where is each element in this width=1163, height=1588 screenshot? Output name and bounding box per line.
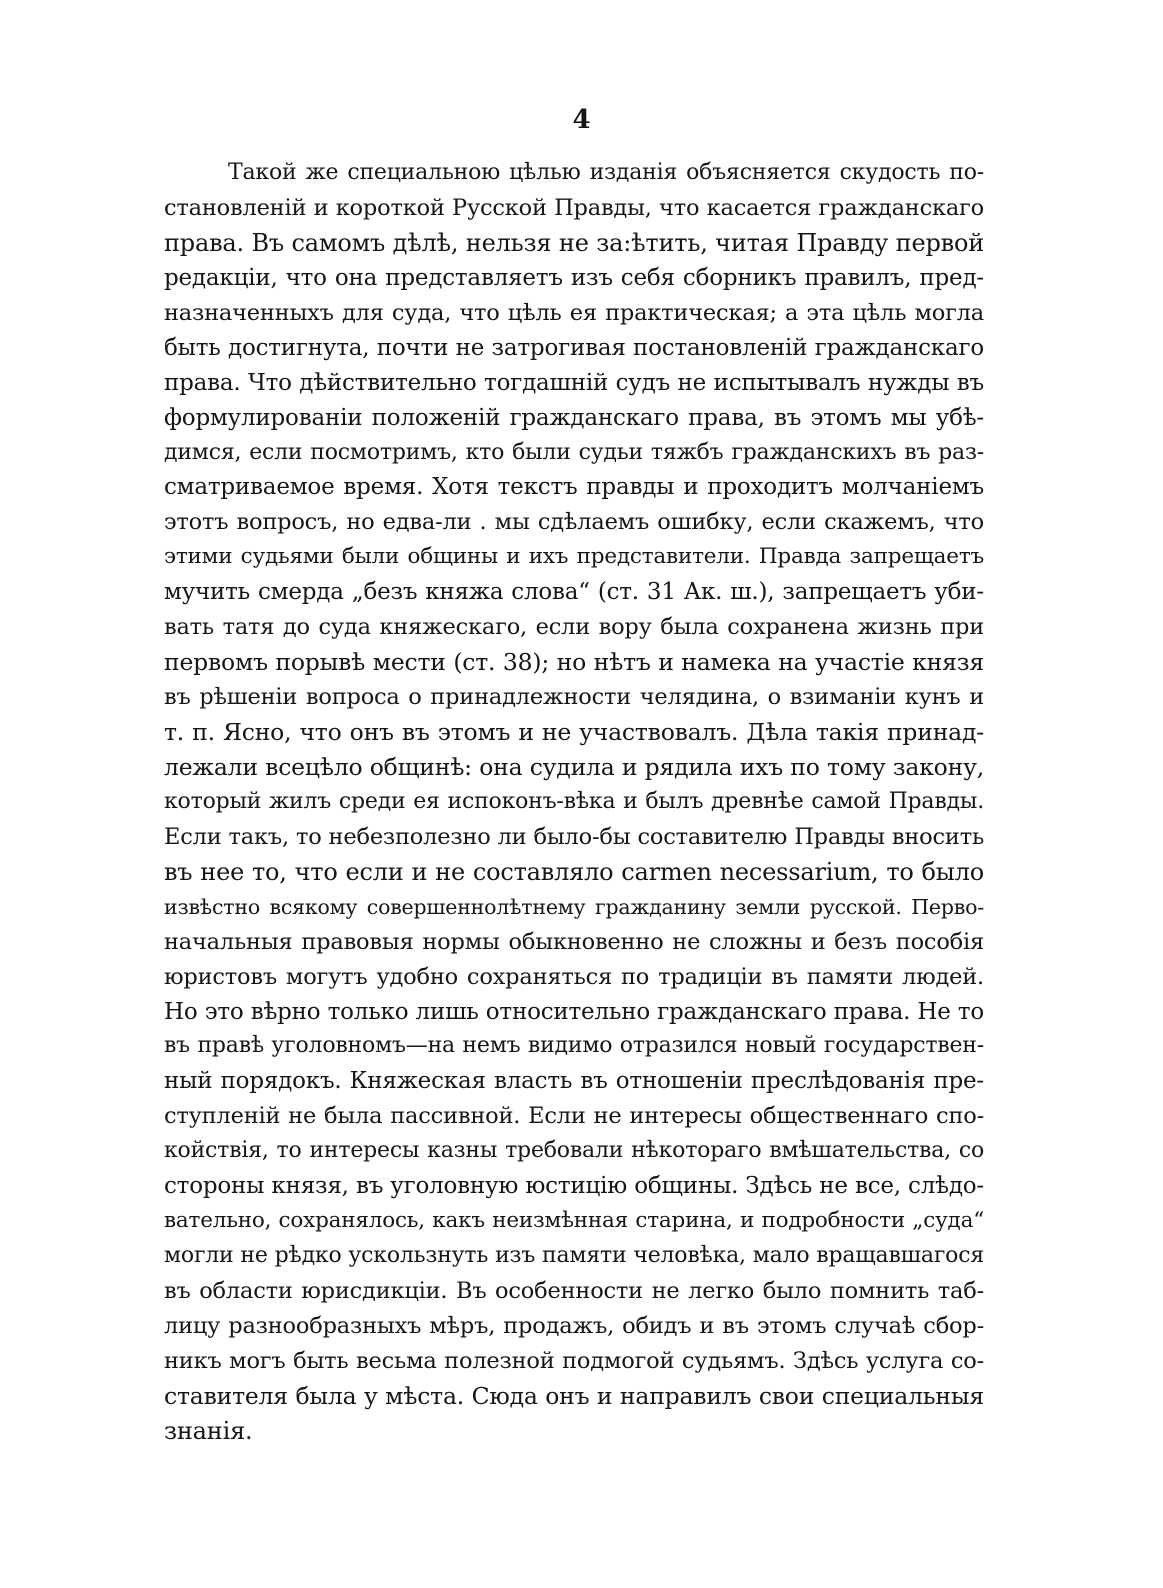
text-line [164, 401, 984, 436]
text-line-content: назначенныхъ для суда, что цѣль ея практическая; а эта цѣль могла [164, 299, 984, 326]
text-line-content: знанія. [164, 1416, 253, 1445]
text-line [164, 750, 984, 785]
text-line-content: редакціи, что она представляетъ изъ себя сборникъ правилъ, пред- [164, 264, 984, 291]
text-line-content: первомъ порывѣ мести (ст. 38); но нѣтъ и намека на участіе князя [164, 648, 984, 677]
text-line-content: этими судьями были общины и ихъ представители. Правда запрещаетъ [164, 544, 984, 570]
text-line-content: лежали всецѣло общинѣ: она судила и рядила ихъ по тому закону, [164, 752, 984, 781]
text-line [164, 1099, 984, 1134]
text-line-content: начальныя правовыя нормы обыкновенно не сложны и безъ пособія [164, 928, 984, 955]
text-line [164, 505, 984, 540]
text-line [164, 540, 984, 575]
text-line-content: ставителя была у мѣста. Сюда онъ и направилъ свои специальныя [164, 1381, 984, 1410]
text-line [164, 1344, 984, 1379]
text-line [164, 436, 984, 471]
text-line [164, 156, 984, 191]
text-line [164, 1134, 984, 1169]
text-line [164, 1239, 984, 1274]
text-line-content: вательно, сохранялось, какъ неизмѣнная старина, и подробности „суда“ [164, 1208, 984, 1234]
text-line [164, 1379, 984, 1414]
page-number: 4 [572, 105, 591, 135]
text-line [164, 1064, 984, 1099]
text-line-content: Но это вѣрно только лишь относительно гражданскаго права. Не то [164, 998, 984, 1025]
text-line [164, 470, 984, 505]
text-line [164, 191, 984, 226]
text-line-content: стороны князя, въ уголовную юстицію общины. Здѣсь не все, слѣдо- [164, 1173, 984, 1200]
text-line [164, 226, 984, 261]
text-line [164, 1169, 984, 1204]
text-line [164, 1274, 984, 1309]
text-line [164, 960, 984, 995]
text-line-content: который жилъ среди ея испоконъ-вѣка и былъ древнѣе самой Правды. [164, 788, 984, 814]
text-line [164, 1309, 984, 1344]
text-line [164, 890, 984, 925]
text-line-content: мучить смерда „безъ княжа слова“ (ст. 31 Ак. ш.), запрещаетъ уби- [164, 579, 984, 606]
text-line-content: становленій и короткой Русской Правды, что касается гражданскаго [164, 194, 984, 221]
text-line [164, 995, 984, 1030]
text-line-content: Если такъ, то небезполезно ли было-бы составителю Правды вносить [164, 823, 984, 850]
body-paragraph [164, 156, 984, 1449]
text-line [164, 785, 984, 820]
text-line [164, 261, 984, 296]
text-line-content: димся, если посмотримъ, кто были судьи тяжбъ гражданскихъ въ раз- [164, 439, 984, 465]
text-line-content: лицу разнообразныхъ мѣръ, продажъ, обидъ и въ этомъ случаѣ сбор- [164, 1312, 984, 1339]
text-line [164, 331, 984, 366]
text-line-content: права. Что дѣйствительно тогдашній судъ не испытывалъ нужды въ [164, 369, 984, 396]
text-line [164, 680, 984, 715]
text-line-content: извѣстно всякому совершеннолѣтнему гражданину земли русской. Перво- [164, 894, 984, 919]
text-line [164, 366, 984, 401]
text-line-content: въ области юрисдикціи. Въ особенности не легко было помнить таб- [164, 1278, 984, 1304]
text-line [164, 610, 984, 645]
text-line-content: въ правѣ уголовномъ—на немъ видимо отразился новый государствен- [164, 1033, 984, 1059]
text-line [164, 925, 984, 960]
text-line-content: сматриваемое время. Хотя текстъ правды и проходитъ молчаніемъ [164, 474, 984, 501]
text-line [164, 645, 984, 680]
text-line-content: койствія, то интересы казны требовали нѣкотораго вмѣшательства, со [164, 1138, 984, 1164]
text-line [164, 820, 984, 855]
text-line-content: права. Въ самомъ дѣлѣ, нельзя не за:ѣтить, читая Правду первой [164, 228, 984, 257]
text-line [164, 855, 984, 890]
text-line-content: вать татя до суда княжескаго, если вору была сохранена жизнь при [164, 614, 984, 641]
text-line-content: въ рѣшеніи вопроса о принадлежности челядина, о взиманіи кунъ и [164, 684, 984, 711]
text-line [164, 1414, 984, 1449]
text-line-content: быть достигнута, почти не затрогивая постановленій гражданскаго [164, 334, 984, 361]
text-line [164, 296, 984, 331]
text-line-content: юристовъ могутъ удобно сохраняться по традиціи въ памяти людей. [164, 963, 984, 990]
text-line [164, 715, 984, 750]
text-line-content: никъ могъ быть весьма полезной подмогой судьямъ. Здѣсь услуга со- [164, 1347, 984, 1374]
text-line-content: ный порядокъ. Княжеская власть въ отношеніи преслѣдованія пре- [164, 1068, 984, 1095]
text-line-content: могли не рѣдко ускользнуть изъ памяти человѣка, мало вращавшагося [164, 1243, 984, 1269]
text-line [164, 1204, 984, 1239]
text-line-content: т. п. Ясно, что онъ въ этомъ и не участвовалъ. Дѣла такія принад- [164, 718, 984, 746]
text-line [164, 1029, 984, 1064]
text-line-content: Такой же специальною цѣлью изданія объясняется скудость по- [228, 160, 984, 185]
text-line [164, 575, 984, 610]
text-line-content: въ нее то, что если и не составляло carmen necessarium, то было [164, 857, 984, 886]
text-line-content: этотъ вопросъ, но едва-ли . мы сдѣлаемъ ошибку, если скажемъ, что [164, 509, 984, 536]
text-line-content: формулированіи положеній гражданскаго права, въ этомъ мы убѣ- [164, 404, 984, 431]
text-line-content: ступленій не была пассивной. Если не интересы общественнаго спо- [164, 1103, 984, 1130]
